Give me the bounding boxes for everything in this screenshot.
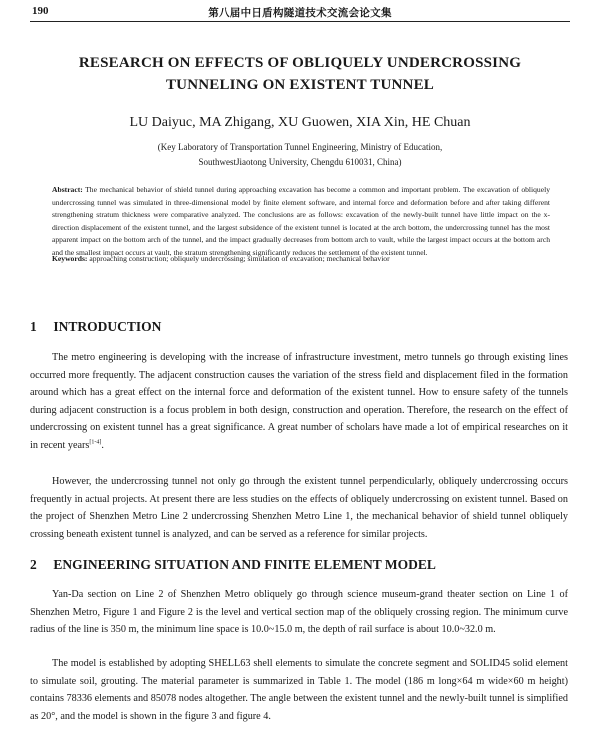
title-line-1: RESEARCH ON EFFECTS OF OBLIQUELY UNDERCROSSING: [78, 55, 522, 71]
page-number: 190: [32, 5, 49, 17]
keywords-text: approaching construction; obliquely undercrossing; simulation of excavation; mechanical behavior: [89, 254, 390, 263]
abstract-label: Abstract:: [52, 185, 83, 194]
intro-paragraph-1-end: .: [101, 439, 104, 451]
author-list: LU Daiyuc, MA Zhigang, XU Guowen, XIA Xin, HE Chuan: [129, 115, 471, 130]
journal-title: 第八届中日盾构隧道技术交流会论文集: [208, 7, 392, 19]
abstract: [52, 184, 550, 259]
section-2-number: 2: [30, 557, 37, 572]
running-header: [30, 5, 570, 22]
keywords-label: Keywords:: [52, 254, 88, 263]
affiliation-line-1: (Key Laboratory of Transportation Tunnel Engineering, Ministry of Education,: [157, 142, 443, 152]
section-1-title: INTRODUCTION: [53, 319, 162, 334]
section-1-heading: [30, 319, 161, 335]
engineering-paragraph-1: Yan-Da section on Line 2 of Shenzhen Metro obliquely go through science museum-grand theater section on Line 1 of Shenzhen Metro, Figure 1 and Figure 2 is the level and vertical section map of the obliquely crossing region. The minimum curve radius of the line is 350 m, the minimum line space is 10.0~15.0 m, the depth of rail surface is about 10.0~32.0 m.: [30, 589, 568, 636]
intro-paragraph-2: However, the undercrossing tunnel not only go through the existent tunnel perpendicularly, obliquely undercrossing occurs frequently in actual projects. At present there are less studies on the effects of obliquely undercrossing on existent tunnel. Based on the project of Shenzhen Metro Line 2 undercrossing Shenzhen Metro Line 1, the mechanical behavior of shield tunnel obliquely crossing beneath existent tunnel is analyzed, and can be served as a reference for similar projects.: [30, 476, 568, 540]
section-2-heading: [30, 557, 436, 573]
intro-paragraph-1: [30, 349, 568, 455]
abstract-text: The mechanical behavior of shield tunnel during approaching excavation has become a common and important problem. The excavation of obliquely undercrossing tunnel was simulated in three-dimensional model by finite element software, and internal force and deformation before and after taking different strengthening stratum thickness were comparative analyzed. The conclusions are as follows: excavation of the newly-built tunnel have little impact on the x-direction displacement of the existent tunnel, and the largest subsidence of the existent tunnel is located at the arch bottom, the undercrossing tunnel has the most apparent impact on the bottom arch of the tunnel, and the impact gradually decreases from bottom arch to vault, while the largest impact occurs at the bottom arch and the smallest impact occurs at vault, the stratum strengthening significantly reduces the settlement of the existent tunnel.: [52, 185, 550, 257]
title-line-2: TUNNELING ON EXISTENT TUNNEL: [165, 77, 435, 93]
intro-paragraph-1-text: The metro engineering is developing with the increase of infrastructure investment, metro tunnels go through existing lines occurred more frequently. The adjacent construction causes the variation of the stress field and displacement filed in the formation around which has a great effect on the internal force and deformation of the existent tunnel. How to ensure safety of the tunnels during adjacent construction is a focus problem in both design, construction and operation. Therefore, the research on the effect of undercrossing on existent tunnel has a great significance. A great number of scholars have made a lot of empirical researches on it in recent years: [30, 352, 568, 451]
engineering-paragraph-2: The model is established by adopting SHELL63 shell elements to simulate the concrete segment and SOLID45 solid element to simulate soil, grouting. The material parameter is summarized in Table 1. The model (186 m long×64 m wide×60 m height) contains 78336 elements and 85078 nodes altogether. The angle between the existent tunnel and the newly-built tunnel is simplified as 20°, and the model is shown in the figure 3 and figure 4.: [30, 658, 568, 722]
paper-title: [30, 52, 570, 96]
affiliation-line-2: SouthwestJiaotong University, Chengdu 610031, China): [198, 157, 402, 167]
section-2-title: ENGINEERING SITUATION AND FINITE ELEMENT MODEL: [53, 557, 436, 572]
affiliation: [30, 140, 570, 170]
keywords: [52, 253, 550, 265]
citation: [1-4]: [89, 439, 102, 446]
section-1-number: 1: [30, 319, 37, 334]
